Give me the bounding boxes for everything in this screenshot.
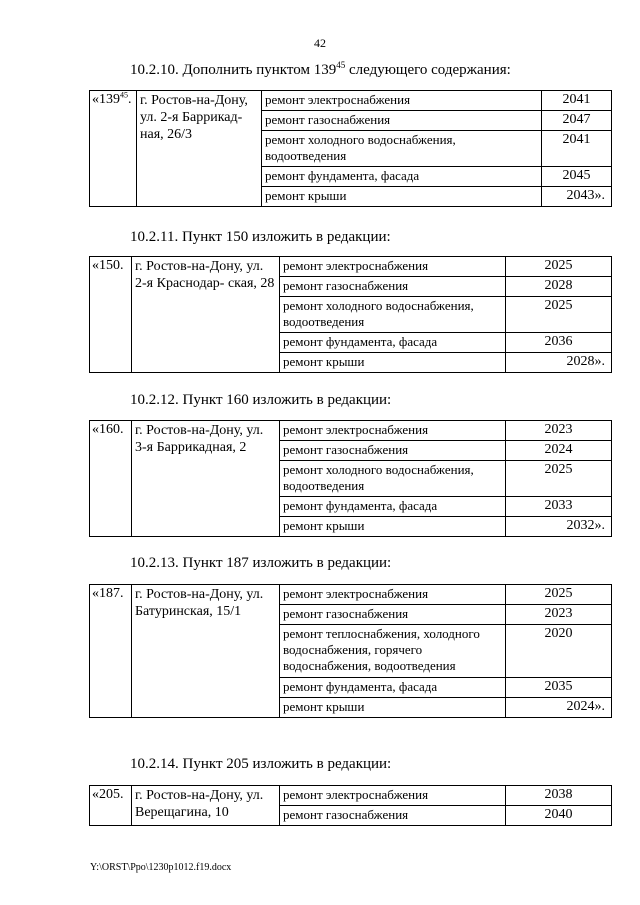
work-year: 2025 [506,461,612,497]
work-type: ремонт электроснабжения [280,257,506,277]
work-year: 2024». [506,698,612,718]
table-row [90,585,612,605]
work-type: ремонт фундамента, фасада [280,333,506,353]
table-row [90,421,612,441]
work-year: 2038 [506,786,612,806]
work-year: 2028 [506,277,612,297]
work-year: 2033 [506,497,612,517]
amendment-table-150 [89,256,612,373]
work-year: 2023 [506,605,612,625]
section-heading-10-2-10 [130,62,511,79]
section-heading-10-2-12: 10.2.12. Пункт 160 изложить в редакции: [130,392,392,408]
address: г. Ростов-на-Дону, ул. Верещагина, 10 [132,786,280,826]
work-year: 2035 [506,678,612,698]
address: г. Ростов-на-Дону, ул. 2-я Баррикад- ная, 26/3 [137,91,262,207]
item-number: «160. [90,421,132,537]
work-type: ремонт крыши [280,353,506,373]
work-type: ремонт газоснабжения [262,111,542,131]
section-heading-10-2-14: 10.2.14. Пункт 205 изложить в редакции: [130,756,392,772]
item-number: «$139^{45}$. [90,91,137,207]
table-row [90,91,612,111]
work-year: 2025 [506,297,612,333]
work-type: ремонт электроснабжения [280,786,506,806]
work-type: ремонт газоснабжения [280,806,506,826]
work-type: ремонт холодного водоснабжения, водоотведения [280,461,506,497]
work-type: ремонт электроснабжения [280,421,506,441]
address: г. Ростов-на-Дону, ул. Батуринская, 15/1 [132,585,280,718]
item-number: «187. [90,585,132,718]
work-type: ремонт фундамента, фасада [262,167,542,187]
amendment-table-205 [89,785,612,826]
file-path-footer: Y:\ORST\Ppo\1230p1012.f19.docx [90,862,232,873]
work-year: 2036 [506,333,612,353]
item-number: «150. [90,257,132,373]
page-number: 42 [314,36,326,50]
work-type: ремонт теплоснабжения, холодного водоснабжения, горячего водоснабжения, водоотведения [280,625,506,678]
item-number: «205. [90,786,132,826]
work-year: 2025 [506,585,612,605]
work-year: 2045 [542,167,612,187]
work-type: ремонт газоснабжения [280,277,506,297]
heading-superscript: 45 [336,60,346,70]
work-year: 2023 [506,421,612,441]
work-year: 2028». [506,353,612,373]
work-year: 2041 [542,91,612,111]
section-heading-10-2-11: 10.2.11. Пункт 150 изложить в редакции: [130,229,391,245]
work-type: ремонт крыши [262,187,542,207]
work-type: ремонт газоснабжения [280,605,506,625]
work-type: ремонт электроснабжения [280,585,506,605]
work-year: 2025 [506,257,612,277]
work-year: 2043». [542,187,612,207]
section-heading-10-2-13: 10.2.13. Пункт 187 изложить в редакции: [130,555,392,571]
work-year: 2020 [506,625,612,678]
heading-text: 10.2.10. Дополнить пунктом 139 [130,62,337,78]
work-year: 2040 [506,806,612,826]
work-year: 2032». [506,517,612,537]
work-type: ремонт электроснабжения [262,91,542,111]
amendment-table-139-45 [89,90,612,207]
table-row [90,257,612,277]
work-year: 2024 [506,441,612,461]
address: г. Ростов-на-Дону, ул. 3-я Баррикадная, 2 [132,421,280,537]
amendment-table-187 [89,584,612,718]
work-type: ремонт газоснабжения [280,441,506,461]
work-year: 2047 [542,111,612,131]
amendment-table-160 [89,420,612,537]
work-type: ремонт фундамента, фасада [280,497,506,517]
table-row [90,786,612,806]
address: г. Ростов-на-Дону, ул. 2-я Краснодар- ская, 28 [132,257,280,373]
work-year: 2041 [542,131,612,167]
work-type: ремонт крыши [280,517,506,537]
work-type: ремонт фундамента, фасада [280,678,506,698]
work-type: ремонт крыши [280,698,506,718]
heading-tail: следующего содержания: [345,62,511,78]
work-type: ремонт холодного водоснабжения, водоотведения [280,297,506,333]
work-type: ремонт холодного водоснабжения, водоотведения [262,131,542,167]
